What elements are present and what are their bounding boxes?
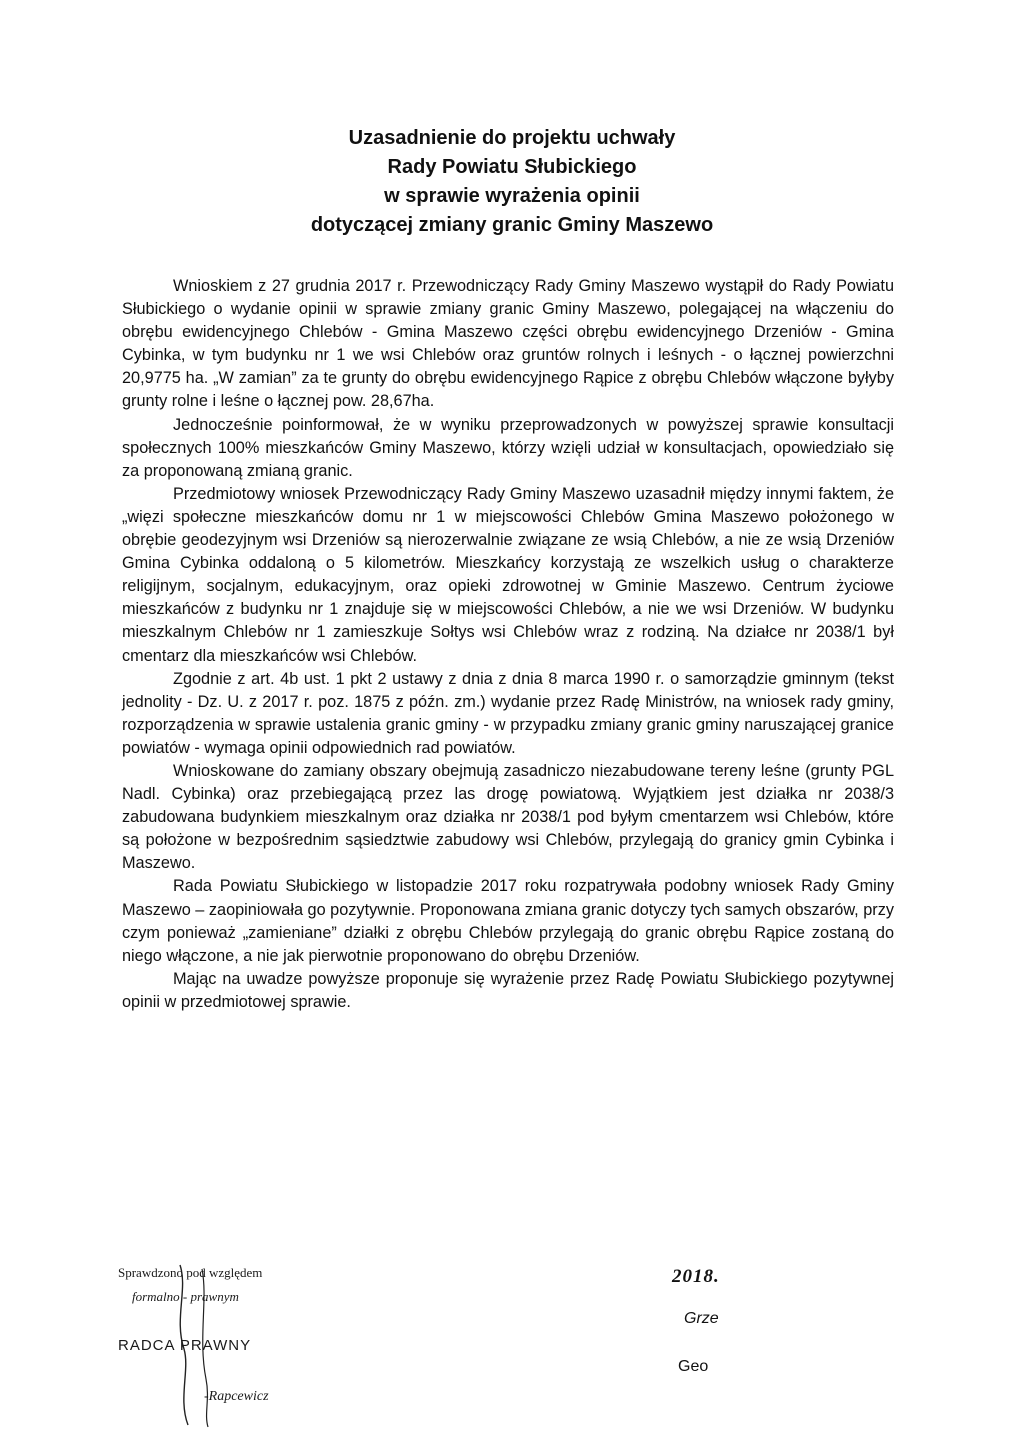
paragraph-6: Rada Powiatu Słubickiego w listopadzie 2017 roku rozpatrywała podobny wniosek Rady Gminy Maszewo – zaopiniowała go pozytywnie. Proponowana zmiana granic dotyczy tych samych obszarów, przy czym ponieważ „zamieniane” działki z obrębu Chlebów przylegają do granic obrębu Rąpice zostaną do niego włączone, a nie jak pierwotnie proponowano do obrębu Drzeniów.	[122, 877, 894, 965]
signature-word-1: Grze	[684, 1310, 719, 1327]
document-body	[122, 275, 894, 1014]
signature-word-2: Geo	[678, 1358, 709, 1375]
signature-date: 2018.	[672, 1266, 720, 1287]
paragraph-4: Zgodnie z art. 4b ust. 1 pkt 2 ustawy z dnia z dnia 8 marca 1990 r. o samorządzie gminnym (tekst jednolity - Dz. U. z 2017 r. poz. 1875 z późn. zm.) wydanie przez Radę Ministrów, na wniosek rady gminy, rozporządzenia w sprawie ustalenia granic gminy - w przypadku zmiany granic gminy naruszającej granice powiatów - wymaga opinii odpowiednich rad powiatów.	[122, 669, 894, 757]
stamp-line-3: RADCA PRAWNY	[118, 1337, 252, 1354]
paragraph-3: Przedmiotowy wniosek Przewodniczący Rady Gminy Maszewo uzasadnił między innymi faktem, że „więzi społeczne mieszkańców domu nr 1 w miejscowości Chlebów Gmina Maszewo położonego w obrębie geodezyjnym wsi Drzeniów są nierozerwalnie związane ze wsią Chlebów, a nie ze wsią Drzeniów Gmina Cybinka oddaloną o 5 kilometrów. Mieszkańcy korzystają ze wszelkich usług o charakterze religijnym, socjalnym, edukacyjnym, oraz opieki zdrowotnej w Gminie Maszewo. Centrum życiowe mieszkańców z budynku nr 1 znajduje się w miejscowości Chlebów, a nie we wsi Drzeniów. W budynku mieszkalnym Chlebów nr 1 zamieszkuje Sołtys wsi Chlebów wraz z rodziną. Na działce nr 2038/1 był cmentarz dla mieszkańców wsi Chlebów.	[122, 484, 894, 665]
stamp-line-4: -Rapcewicz	[204, 1389, 269, 1404]
stamp-line-1: Sprawdzono pod względem	[118, 1265, 263, 1280]
paragraph-5: Wnioskowane do zamiany obszary obejmują zasadniczo niezabudowane tereny leśne (grunty PGL Nadl. Cybinka) oraz przebiegającą przez las drogę powiatową. Wyjątkiem jest działka nr 2038/3 zabudowana budynkiem mieszkalnym oraz działka nr 2038/1 pod byłym cmentarzem wsi Chlebów, które są położone w bezpośrednim sąsiedztwie zabudowy wsi Chlebów, przylegają do granicy gmin Cybinka i Maszewo.	[122, 761, 894, 873]
title-line-2: Rady Powiatu Słubickiego	[387, 156, 637, 178]
right-signature-block	[672, 1266, 720, 1375]
paragraph-2: Jednocześnie poinformował, że w wyniku przeprowadzonych w powyższej sprawie konsultacji społecznych 100% mieszkańców Gminy Maszewo, którzy wzięli udział w konsultacjach, opowiedziało się za proponowaną zmianą granic.	[122, 415, 894, 480]
paragraph-1: Wnioskiem z 27 grudnia 2017 r. Przewodniczący Rady Gminy Maszewo wystąpił do Rady Powiatu Słubickiego o wydanie opinii w sprawie zmiany granic Gminy Maszewo, polegającej na włączeniu do obrębu ewidencyjnego Chlebów - Gmina Maszewo części obrębu ewidencyjnego Drzeniów - Gmina Cybinka, w tym budynku nr 1 we wsi Chlebów oraz gruntów rolnych i leśnych - o łącznej powierzchni 20,9775 ha. „W zamian” za te grunty do obrębu ewidencyjnego Rąpice z obrębu Chlebów włączone byłyby grunty rolne i leśne o łącznej pow. 28,67ha.	[122, 277, 894, 411]
title-line-1: Uzasadnienie do projektu uchwały	[348, 127, 676, 149]
legal-approval-stamp	[118, 1265, 358, 1425]
stamp-line-2: formalno - prawnym	[132, 1289, 239, 1304]
title-line-3: w sprawie wyrażenia opinii	[384, 185, 640, 207]
document-title	[0, 124, 1024, 240]
title-line-4: dotyczącej zmiany granic Gminy Maszewo	[310, 214, 714, 236]
paragraph-7: Mając na uwadze powyższe proponuje się wyrażenie przez Radę Powiatu Słubickiego pozytywnej opinii w przedmiotowej sprawie.	[122, 969, 894, 1011]
